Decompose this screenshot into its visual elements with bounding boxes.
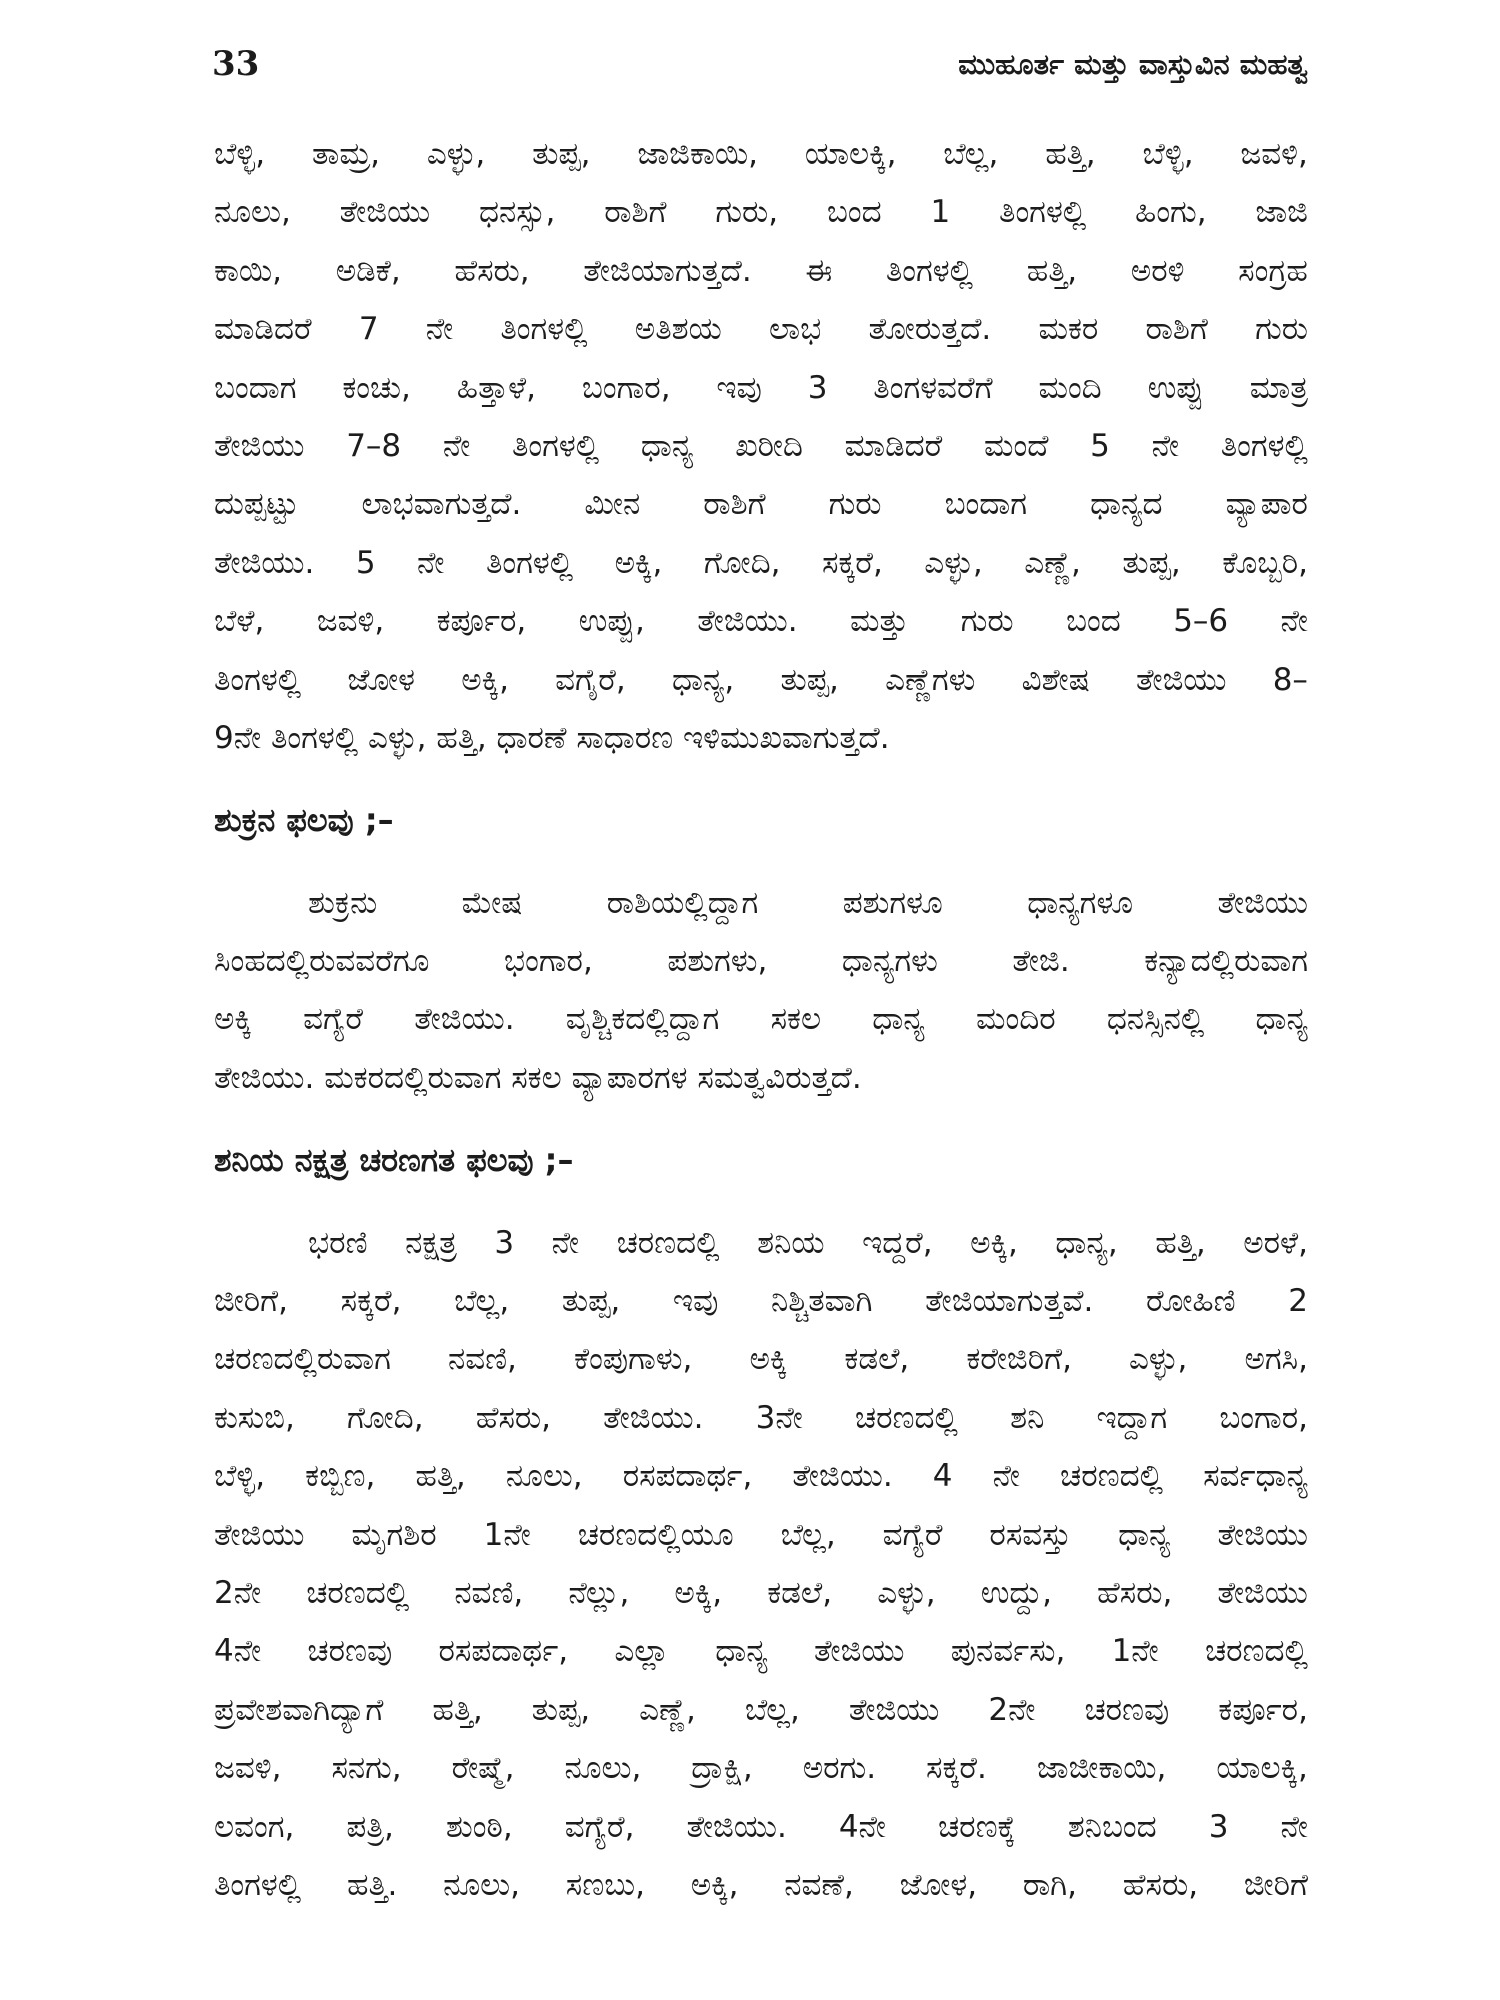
word: ಜವಳಿ, [316, 603, 385, 640]
word: ಉದ್ದು, [980, 1574, 1052, 1611]
word: ಬೆಳ್ಳಿ, [214, 136, 266, 172]
paragraph-1 [214, 125, 1308, 767]
word: ತೇಜಿಯು [1217, 1574, 1308, 1611]
word: ಪಶುಗಳೂ [842, 884, 943, 921]
word: ಹತ್ತಿ, [1045, 136, 1096, 172]
word: ಅಕ್ಕಿ, [674, 1574, 723, 1611]
word: ಅಕ್ಕಿ, [461, 661, 509, 698]
word: ಬಂಗಾರ, [1219, 1399, 1308, 1436]
word: ಕಾಯಿ, [214, 252, 283, 289]
word: ತೇಜಿಯು. [414, 1001, 515, 1038]
word: ಕಂಚು, [342, 369, 411, 406]
word: ಧನಸ್ಸು, [478, 194, 556, 231]
word: ರಾಶಿಗೆ [1145, 311, 1208, 348]
word: ತೇಜಿಯು. [697, 603, 798, 640]
word: ಚರಣದಲ್ಲಿ [306, 1574, 410, 1611]
word: ಗುರು [960, 603, 1014, 640]
page-number: 33 [212, 44, 260, 84]
word: ತಿಂಗಳಲ್ಲಿ [500, 311, 588, 348]
word: ವೃಶ್ಚಿಕದಲ್ಲಿದ್ದಾಗ [565, 1001, 720, 1038]
word: ಶನಿ [1010, 1399, 1045, 1436]
word: ನೆಲ್ಲು, [568, 1574, 630, 1611]
word: ರಾಶಿಗೆ [703, 486, 766, 523]
page-header [212, 39, 1308, 89]
paragraph-line [214, 125, 1308, 183]
word: ಭರಣಿ [308, 1224, 368, 1261]
word: ತಿಂಗಳಲ್ಲಿ [885, 252, 974, 289]
word: ನೂಲು, [505, 1458, 583, 1495]
word: ನೇ [1280, 603, 1308, 640]
word: ಗುರು [828, 486, 882, 523]
word: ಮಕರ [1038, 311, 1099, 348]
word: ನೇ [992, 1458, 1020, 1495]
word: ತಿಂಗಳಲ್ಲಿ [999, 194, 1087, 231]
paragraph-line [214, 874, 1308, 932]
word: ಜವಳಿ, [1240, 136, 1308, 172]
word: ತುಪ್ಪ, [531, 1691, 591, 1728]
word: ಹೆಸರು, [454, 252, 530, 289]
word: ಜವಳಿ, [214, 1750, 282, 1787]
paragraph-line [214, 1389, 1308, 1447]
word: ಶನಿಬಂದ [1067, 1808, 1157, 1845]
paragraph-line [214, 1272, 1308, 1330]
word: ಕನ್ಯಾದಲ್ಲಿರುವಾಗ [1144, 943, 1308, 980]
word: ಬೆಲ್ಲ, [744, 1691, 800, 1728]
word: 7 [358, 311, 379, 348]
word: ಬಂದ [1066, 603, 1121, 640]
word: 3 [807, 369, 828, 406]
word: ಕರ್ಪೂರ, [1218, 1691, 1308, 1728]
word: 3 [1208, 1808, 1229, 1845]
word: ಕೊಬ್ಬರಿ, [1222, 544, 1308, 581]
word: ಮಂದೆ [983, 427, 1049, 464]
word: ಪುನರ್ವಸು, [950, 1633, 1066, 1670]
word: ಚರಣದಲ್ಲಿ [1204, 1633, 1308, 1670]
word: ಧಾನ್ಯ [872, 1001, 925, 1038]
word: ಮಾತ್ರ [1249, 369, 1308, 406]
word: ಜೋಳ [347, 661, 416, 698]
word: 4 [932, 1458, 953, 1495]
word: ಹತ್ತಿ, [415, 1458, 466, 1495]
word: ರಾಶಿಗೆ [604, 194, 667, 231]
word: ನೇ [1280, 1808, 1308, 1845]
word: ತುಪ್ಪ, [561, 1283, 621, 1320]
word: ಮೇಷ [461, 884, 523, 921]
paragraph-line [214, 990, 1308, 1048]
word: ಗೋದಿ, [346, 1399, 424, 1436]
word: ಭಂಗಾರ, [503, 943, 593, 980]
paragraph-line [214, 417, 1308, 475]
word: ಸಕ್ಕರೆ, [340, 1283, 402, 1320]
word: 7–8 [346, 427, 402, 464]
paragraph-line [214, 534, 1308, 592]
word: ಯಾಲಕ್ಕಿ, [1216, 1750, 1308, 1787]
word: ಸಂಗ್ರಹ [1238, 252, 1308, 289]
word: ಅಗಸಿ, [1244, 1341, 1308, 1378]
word: ಶನಿಯ [757, 1224, 825, 1261]
word: ಹತ್ತಿ, [1026, 252, 1078, 289]
word: ಅಕ್ಕಿ [749, 1341, 788, 1378]
paragraph-line [214, 1856, 1308, 1914]
word: ಪಶುಗಳು, [667, 943, 768, 980]
word: ಮೀನ [584, 486, 641, 523]
word: ಚರಣವು [307, 1633, 393, 1670]
word: ಅಕ್ಕಿ, [690, 1866, 739, 1903]
word: ಸಕ್ಕರೆ. [926, 1750, 987, 1787]
word: ಎಲ್ಲಾ [614, 1633, 669, 1670]
word: ಬೆಳ್ಳಿ, [1142, 136, 1194, 172]
word: ತಾಮ್ರ, [311, 136, 381, 172]
word: ಲವಂಗ, [214, 1808, 295, 1845]
word: 4ನೇ [214, 1633, 262, 1670]
word: ಖರೀದಿ [735, 427, 803, 464]
word: ರೋಹಿಣಿ [1146, 1283, 1236, 1320]
paragraph-line: ತೇಜಿಯು. ಮಕರದಲ್ಲಿರುವಾಗ ಸಕಲ ವ್ಯಾಪಾರಗಳ ಸಮತ್ವವಿರುತ್ತದೆ. [214, 1059, 862, 1096]
word: ಇವು [716, 369, 762, 406]
word: ಕಡಲೆ, [767, 1574, 833, 1611]
word: ಅರಳೆ, [1243, 1224, 1308, 1261]
word: ಎಣ್ಣೆ, [1024, 544, 1081, 581]
word: ರೇಷ್ಮೆ, [451, 1750, 515, 1787]
word: 3ನೇ [755, 1399, 803, 1436]
word: ಲಾಭ [769, 311, 822, 348]
word: ತೇಜಿಯು [813, 1633, 905, 1670]
word: ತೇಜಿಯು [1136, 661, 1227, 698]
paragraph-line [214, 1622, 1308, 1680]
paragraph-line [214, 592, 1308, 650]
word: ಪ್ರವೇಶವಾಗಿದ್ಯಾಗೆ [214, 1691, 384, 1728]
word: ತೋರುತ್ತದೆ. [868, 311, 992, 348]
word: ನೂಲು, [564, 1750, 642, 1787]
word: ವಗ್ಯೆರೆ, [564, 1808, 635, 1845]
word: ಹಿಂಗು, [1135, 194, 1207, 231]
paragraph-line [214, 300, 1308, 358]
word: ಜಾಜಿ [1255, 194, 1308, 231]
word: ಚರಣದಲ್ಲಿ [1060, 1458, 1164, 1495]
word: ನಕ್ಷತ್ರ [405, 1224, 457, 1261]
word: 8– [1272, 661, 1308, 698]
word: ಅಡಿಕೆ, [335, 252, 401, 289]
word: ತುಪ್ಪ, [532, 136, 591, 172]
word: ಎಳ್ಳು, [924, 544, 983, 581]
word: ಎಣ್ಣೆ, [639, 1691, 696, 1728]
word: ಮೃಗಶಿರ [351, 1516, 437, 1553]
word: ಮಂದಿರ [976, 1001, 1056, 1038]
word: ಬಂದ [826, 194, 882, 231]
word: ಚರಣದಲ್ಲಿರುವಾಗ [214, 1341, 391, 1378]
paragraph-line [214, 1214, 1308, 1272]
word: ಜಾಜೀಕಾಯಿ, [1036, 1750, 1167, 1787]
paragraph-line [214, 1681, 1308, 1739]
word: ಇವು [672, 1283, 719, 1320]
word: ಬೆಲ್ಲ, [454, 1283, 510, 1320]
word: ತೇಜಿಯು. [603, 1399, 704, 1436]
word: ತಿಂಗಳಲ್ಲಿ [214, 1866, 302, 1903]
word: ವಗೈರೆ, [555, 661, 626, 698]
word: ನೇ [1151, 427, 1180, 464]
word: 1ನೇ [1111, 1633, 1159, 1670]
word: ರಸವಸ್ತು [989, 1516, 1072, 1553]
word: ರಾಶಿಯಲ್ಲಿದ್ದಾಗ [606, 884, 759, 921]
word: 4ನೇ [838, 1808, 886, 1845]
word: ನವಣಿ, [454, 1574, 524, 1611]
word: ಕಡಲೆ, [844, 1341, 910, 1378]
word: ನೂಲು, [214, 194, 291, 231]
word: ಅರಳಿ [1130, 252, 1185, 289]
word: ಹತ್ತಿ. [346, 1866, 398, 1903]
word: ಬಂದಾಗ [944, 486, 1028, 523]
paragraph-line [214, 242, 1308, 300]
word: ನೇ [417, 544, 445, 581]
paragraph-line [214, 359, 1308, 417]
word: 2 [1288, 1283, 1308, 1320]
paragraph-line [214, 475, 1308, 533]
word: 3 [494, 1224, 515, 1261]
word: ಬೆಳ್ಳಿ, [214, 1458, 266, 1495]
word: ಸಕಲ [770, 1001, 822, 1038]
word: ಅಕ್ಕಿ [214, 1001, 252, 1038]
word: ತಿಂಗಳಲ್ಲಿ [1220, 427, 1308, 464]
word: ಕಬ್ಬಿಣ, [305, 1458, 376, 1495]
word: ಹತ್ತಿ, [1155, 1224, 1206, 1261]
paragraph-3 [214, 1214, 1308, 1915]
word: ಮಾಡಿದರೆ [844, 427, 943, 464]
word: ಸಿಂಹದಲ್ಲಿರುವವರೆಗೂ [214, 943, 430, 980]
word: ದುಪ್ಪಟ್ಟು [214, 486, 299, 523]
word: ಬೆಲ್ಲ, [780, 1516, 836, 1553]
word: ಕುಸುಬಿ, [214, 1399, 295, 1436]
paragraph-line [214, 932, 1308, 990]
word: ಅಕ್ಕಿ, [970, 1224, 1018, 1261]
word: ತೇಜಿಯು [214, 427, 305, 464]
paragraph-2 [214, 874, 1308, 1108]
word: ಮತ್ತು [849, 603, 909, 640]
word: ಅತಿಶಯ [634, 311, 722, 348]
word: ಸರ್ವಧಾನ್ಯ [1203, 1458, 1308, 1495]
word: ತೇಜಿಯು [848, 1691, 940, 1728]
paragraph-line: 9ನೇ ತಿಂಗಳಲ್ಲಿ ಎಳ್ಳು, ಹತ್ತಿ, ಧಾರಣೆ ಸಾಧಾರಣ ಇಳಿಮುಖವಾಗುತ್ತದೆ. [214, 719, 890, 756]
word: ಅರಗು. [802, 1750, 877, 1787]
word: ಅಕ್ಕಿ, [614, 544, 663, 581]
word: ತೇಜಿಯಾಗುತ್ತವೆ. [925, 1283, 1094, 1320]
word: ನೇ [425, 311, 454, 348]
word: ತಿಂಗಳಲ್ಲಿ [214, 661, 302, 698]
word: ಚರಣದಲ್ಲಿ [854, 1399, 958, 1436]
word: ಹಿತ್ತಾಳೆ, [456, 369, 536, 406]
word: ಹೆಸರು, [1097, 1574, 1173, 1611]
word: ಮಂದಿ [1038, 369, 1102, 406]
word: ಹತ್ತಿ, [432, 1691, 483, 1728]
word: ತೇಜಿಯು. [214, 544, 315, 581]
word: ಕರ್ಪೂರ, [436, 603, 527, 640]
word: ಧಾನ್ಯ, [1055, 1224, 1118, 1261]
paragraph-line [214, 1506, 1308, 1564]
word: ಮಾಡಿದರೆ [214, 311, 312, 348]
word: ಹೆಸರು, [1122, 1866, 1199, 1903]
word: ಧಾನ್ಯ [640, 427, 694, 464]
word: ನೇ [551, 1224, 580, 1261]
word: ಶುಕ್ರನು [308, 884, 378, 921]
word: ಸಕ್ಕರೆ, [821, 544, 883, 581]
word: ಗೋದಿ, [703, 544, 781, 581]
word: ನಿಶ್ಚಿತವಾಗಿ [770, 1283, 873, 1320]
word: ಇದ್ದರೆ, [862, 1224, 933, 1261]
word: ತೇಜಿಯು. [792, 1458, 893, 1495]
word: ತೇಜಿಯಾಗುತ್ತದೆ. [583, 252, 752, 289]
word: ತುಪ್ಪ, [1122, 544, 1181, 581]
section-heading-shukra: ಶುಕ್ರನ ಫಲವು ;– [214, 801, 394, 840]
word: ನೂಲು, [443, 1866, 520, 1903]
word: ಬಂದಾಗ [214, 369, 297, 406]
word: 5–6 [1173, 603, 1229, 640]
paragraph-line [214, 1447, 1308, 1505]
word: ತೇಜಿಯು. [686, 1808, 787, 1845]
word: ವ್ಯಾಪಾರ [1225, 486, 1308, 523]
word: ಯಾಲಕ್ಕಿ, [804, 136, 897, 172]
word: ಸನಗು, [331, 1750, 402, 1787]
word: 2ನೇ [214, 1574, 262, 1611]
word: ತಿಂಗಳಲ್ಲಿ [511, 427, 600, 464]
paragraph-line [214, 183, 1308, 241]
word: ಸಣಬು, [565, 1866, 645, 1903]
word: ಧಾನ್ಯಗಳೂ [1027, 884, 1134, 921]
word: ಕರೇಜಿರಿಗೆ, [966, 1341, 1072, 1378]
word: ಜಾಜಿಕಾಯಿ, [637, 136, 759, 172]
word: ನವಣಿ, [447, 1341, 517, 1378]
word: ಚರಣದಲ್ಲಿ [616, 1224, 720, 1261]
word: ಬೆಲ್ಲ, [943, 136, 999, 172]
word: ದ್ರಾಕ್ಷಿ, [691, 1750, 753, 1787]
word: ಹೆಸರು, [475, 1399, 552, 1436]
word: 1ನೇ [483, 1516, 531, 1553]
word: ಬಂಗಾರ, [581, 369, 671, 406]
word: ತಿಂಗಳಲ್ಲಿ [485, 544, 574, 581]
word: ಧಾನ್ಯ, [671, 661, 735, 698]
word: ತಿಂಗಳವರೆಗೆ [873, 369, 993, 406]
word: ಪತ್ರಿ, [346, 1808, 394, 1845]
word: 1 [930, 194, 951, 231]
word: ಬೆಳೆ, [214, 603, 265, 640]
word: ವಗ್ಯೆರೆ [882, 1516, 943, 1553]
word: ರಸಪದಾರ್ಥ, [438, 1633, 569, 1670]
paragraph-line [214, 1564, 1308, 1622]
word: ವಿಶೇಷ [1021, 661, 1090, 698]
word: ಜೀರಿಗೆ [1243, 1866, 1308, 1903]
word: ನವಣೆ, [784, 1866, 854, 1903]
word: ಶುಂಠಿ, [445, 1808, 513, 1845]
section-heading-shani: ಶನಿಯ ನಕ್ಷತ್ರ ಚರಣಗತ ಫಲವು ;– [214, 1141, 574, 1180]
word: ಚರಣಕ್ಕೆ [938, 1808, 1016, 1845]
word: ಗುರು [1255, 311, 1308, 348]
word: ಧಾನ್ಯ [1118, 1516, 1171, 1553]
word: 5 [1090, 427, 1110, 464]
word: ಇದ್ದಾಗ [1096, 1399, 1168, 1436]
word: ಧಾನ್ಯ [1255, 1001, 1308, 1038]
word: 5 [355, 544, 376, 581]
word: ಕೆಂಪುಗಾಳು, [573, 1341, 693, 1378]
paragraph-line [214, 651, 1308, 709]
word: ಜೋಳ, [899, 1866, 978, 1903]
word: ಧಾನ್ಯದ [1090, 486, 1163, 523]
word: ತೇಜಿಯು [339, 194, 431, 231]
word: ಧನಸ್ಸಿನಲ್ಲಿ [1106, 1001, 1205, 1038]
word: ಉಪ್ಪು [1147, 369, 1204, 406]
word: ತೇಜಿ. [1012, 943, 1070, 980]
word: ಜೀರಿಗೆ, [214, 1283, 288, 1320]
word: ಉಪ್ಪು, [578, 603, 645, 640]
word: ವಗ್ಯೆರೆ [303, 1001, 363, 1038]
word: ರಾಗಿ, [1022, 1866, 1077, 1903]
running-title: ಮುಹೂರ್ತ ಮತ್ತು ವಾಸ್ತುವಿನ ಮಹತ್ವ [958, 47, 1308, 81]
word: ಚರಣವು [1084, 1691, 1170, 1728]
word: ಎಳ್ಳು, [426, 136, 486, 172]
paragraph-line [214, 1739, 1308, 1797]
word: ಗುರು, [715, 194, 779, 231]
word: ತುಪ್ಪ, [780, 661, 839, 698]
word: ಧಾನ್ಯ [715, 1633, 768, 1670]
word: ತೇಜಿಯು [214, 1516, 305, 1553]
word: ಈ [805, 252, 833, 289]
word: ನೇ [442, 427, 471, 464]
word: ರಸಪದಾರ್ಥ, [622, 1458, 753, 1495]
page-body [214, 125, 1308, 1914]
word: ಧಾನ್ಯಗಳು [841, 943, 938, 980]
word: ಎಳ್ಳು, [1129, 1341, 1188, 1378]
word: 2ನೇ [988, 1691, 1036, 1728]
word: ಎಣ್ಣೆಗಳು [885, 661, 976, 698]
word: ಲಾಭವಾಗುತ್ತದೆ. [361, 486, 522, 523]
word: ಚರಣದಲ್ಲಿಯೂ [577, 1516, 734, 1553]
word: ತೇಜಿಯು [1217, 884, 1308, 921]
word: ಎಳ್ಳು, [877, 1574, 936, 1611]
word: ತೇಜಿಯು [1217, 1516, 1308, 1553]
paragraph-line [214, 1798, 1308, 1856]
paragraph-line [214, 1330, 1308, 1388]
